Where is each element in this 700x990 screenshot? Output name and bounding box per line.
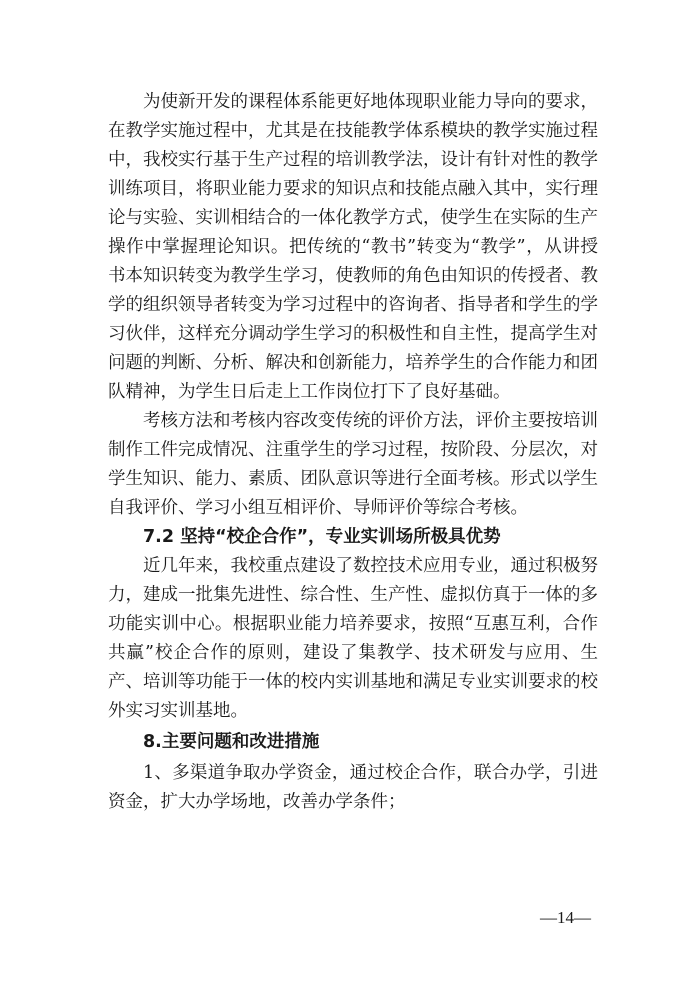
section-heading-8: 8.主要问题和改进措施: [143, 732, 320, 752]
paragraph-assessment: 考核方法和考核内容改变传统的评价方法，评价主要按培训制作工件完成情况、注重学生的学习过程，按阶段、分层次，对学生知识、能力、素质、团队意识等进行全面考核。形式以学生自我评价、学习小组互相评价、导师评价等综合考核。: [108, 411, 598, 518]
paragraph-improvement-1: 1、多渠道争取办学资金，通过校企合作，联合办学，引进资金，扩大办学场地，改善办学条件；: [108, 763, 598, 812]
document-page: [108, 88, 598, 817]
page-number: —14—: [540, 908, 591, 927]
paragraph-teaching-method: 为使新开发的课程体系能更好地体现职业能力导向的要求，在教学实施过程中，尤其是在技能教学体系模块的教学实施过程中，我校实行基于生产过程的培训教学法，设计有针对性的教学训练项目，将职业能力要求的知识点和技能点融入其中，实行理论与实验、实训相结合的一体化教学方式，使学生在实际的生产操作中掌握理论知识。把传统的“教书”转变为“教学”，从讲授书本知识转变为教学生学习，使教师的角色由知识的传授者、教学的组织领导者转变为学习过程中的咨询者、指导者和学生的学习伙伴，这样充分调动学生学习的积极性和自主性，提高学生对问题的判断、分析、解决和创新能力，培养学生的合作能力和团队精神，为学生日后走上工作岗位打下了良好基础。: [108, 92, 598, 402]
section-heading-7-2: 7.2 坚持“校企合作”，专业实训场所极具优势: [143, 527, 501, 547]
paragraph-training-base: 近几年来，我校重点建设了数控技术应用专业，通过积极努力，建成一批集先进性、综合性、生产性、虚拟仿真于一体的多功能实训中心。根据职业能力培养要求，按照“互惠互利，合作共赢”校企合作的原则，建设了集教学、技术研发与应用、生产、培训等功能于一体的校内实训基地和满足专业实训要求的校外实习实训基地。: [108, 556, 598, 721]
